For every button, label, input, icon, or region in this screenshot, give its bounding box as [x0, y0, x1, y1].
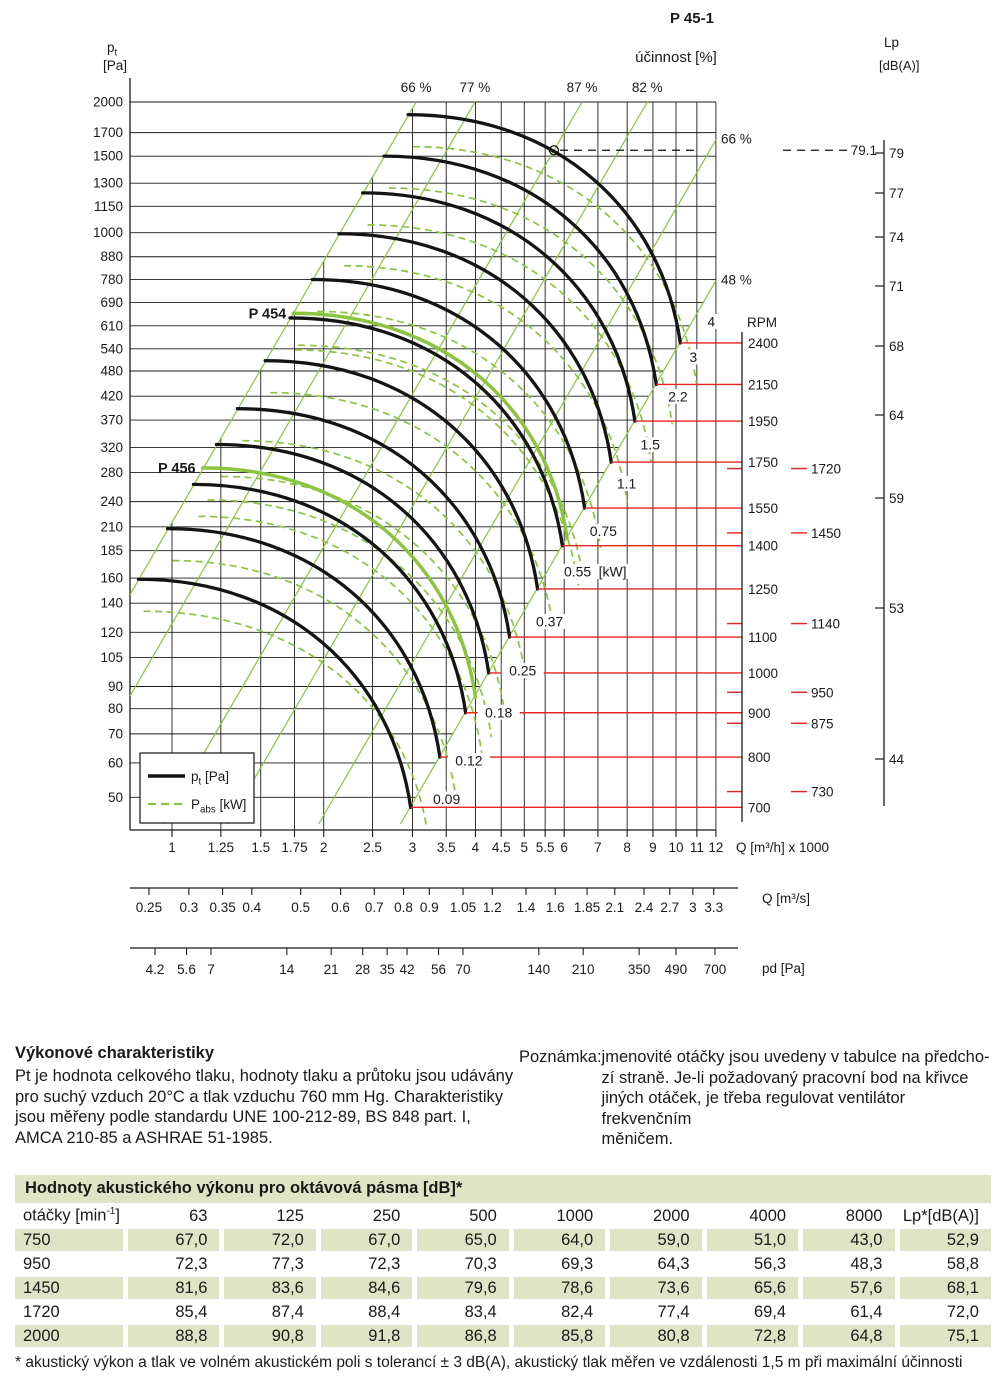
acoustic-col-header: 63 [128, 1205, 219, 1227]
acoustic-cell: 88,4 [321, 1301, 412, 1323]
rpm-tick-label: 1000 [748, 665, 779, 681]
acoustic-cell: 83,6 [224, 1277, 315, 1299]
kw-label: 0.12 [455, 752, 483, 769]
acoustic-cell: 85,4 [128, 1301, 219, 1323]
acoustic-col-header: 4000 [707, 1205, 798, 1227]
lp-tick-label: 79 [889, 146, 905, 161]
acoustic-cell: 57,6 [803, 1277, 894, 1299]
flow-m3h-label: 7 [594, 840, 602, 855]
flow-m3s-label: 0.7 [364, 900, 384, 915]
flow-m3h-label: 11 [689, 840, 704, 855]
pressure-tick-label: 1000 [92, 225, 123, 241]
acoustic-cell: 56,3 [707, 1253, 798, 1275]
table-footnote: * akustický výkon a tlak ve volném akustickém poli s tolerancí ± 3 dB(A), akustický tlak měřen ve vzdálenosti 1,5 m při maximální účinnosti [15, 1354, 963, 1371]
nominal-rpm-label: 950 [811, 685, 834, 701]
acoustic-row-1450 [15, 1277, 991, 1299]
acoustic-col-header: Lp*[dB(A)] [900, 1205, 992, 1227]
acoustic-cell: 64,3 [610, 1253, 701, 1275]
pd-label: 35 [379, 962, 395, 977]
acoustic-power-section [15, 1175, 991, 1349]
pressure-tick-label: 80 [107, 701, 123, 717]
flow-m3h-label: 1 [168, 840, 176, 855]
rpm-tick-label: 1950 [748, 414, 779, 430]
flow-m3h-label: 2.5 [363, 840, 382, 855]
pressure-tick-label: 1300 [92, 175, 123, 191]
acoustic-cell: 2000 [15, 1325, 123, 1347]
nominal-rpm-label: 1140 [811, 616, 841, 632]
pressure-tick-label: 70 [107, 726, 123, 742]
kw-label: 4 [707, 313, 716, 330]
flow-m3s-label: 0.9 [419, 900, 439, 915]
pressure-tick-label: 160 [100, 570, 123, 586]
flow-m3s-label: 2.4 [634, 900, 654, 915]
acoustic-cell: 48,3 [803, 1253, 894, 1275]
acoustic-row-1720 [15, 1301, 991, 1323]
duty-point-lp-value: 79.1 [850, 142, 877, 158]
flow-m3h-label: 5 [520, 840, 529, 855]
flow-m3s-label: 1.05 [449, 900, 477, 915]
flow-m3h-axis-title: Q [m³/h] x 1000 [736, 840, 830, 855]
flow-m3h-label: 1.5 [251, 840, 271, 855]
acoustic-cell: 86,8 [417, 1325, 508, 1347]
lp-tick-label: 59 [889, 491, 905, 506]
pd-axis-title: pd [Pa] [762, 961, 805, 976]
pressure-tick-label: 120 [100, 624, 123, 640]
pressure-tick-label: 420 [100, 388, 123, 404]
nominal-rpm-label: 1720 [811, 461, 842, 477]
remark-label: Poznámka: [519, 1048, 602, 1066]
flow-m3s-label: 2.7 [660, 900, 680, 915]
acoustic-cell: 90,8 [224, 1325, 315, 1347]
kw-label: 0.09 [433, 790, 461, 807]
acoustic-cell: 43,0 [803, 1229, 894, 1251]
lp-tick-label: 71 [889, 279, 905, 294]
acoustic-header-row [15, 1205, 991, 1227]
performance-notes [15, 1044, 519, 1148]
acoustic-cell: 69,4 [707, 1301, 798, 1323]
acoustic-cell: 51,0 [707, 1229, 798, 1251]
efficiency-axis-title: účinnost [%] [635, 49, 717, 66]
pressure-tick-label: 140 [100, 595, 123, 611]
flow-m3s-label: 1.4 [516, 900, 536, 915]
fan-curves [138, 115, 680, 808]
pd-label: 4.2 [145, 962, 165, 977]
flow-m3s-label: 3.3 [704, 900, 724, 915]
pressure-tick-label: 90 [107, 679, 123, 695]
flow-m3h-label: 8 [623, 840, 631, 855]
pd-label: 140 [527, 962, 551, 977]
kw-unit-label: [kW] [598, 563, 627, 580]
acoustic-cell: 87,4 [224, 1301, 315, 1323]
notes-body: Pt je hodnota celkového tlaku, hodnoty tlaku a průtoku jsou udávány pro suchý vzduch 20°C a tlak vzduchu 760 mm Hg. Charakteristiky jsou měřeny podle standardu UNE 100-212-89, BS 848 part. I, AMCA 210-85 a ASHRAE 51-1985. [15, 1067, 514, 1147]
lp-tick-label: 74 [889, 230, 905, 245]
kw-label: 0.75 [589, 523, 617, 540]
pressure-tick-label: 610 [100, 318, 123, 334]
acoustic-table-body [15, 1229, 991, 1347]
acoustic-cell: 64,0 [514, 1229, 605, 1251]
lp-axis [875, 35, 919, 806]
pd-label: 21 [323, 962, 339, 977]
acoustic-row-950 [15, 1253, 991, 1275]
remark-note [519, 1047, 997, 1150]
lp-axis-title: Lp [884, 35, 900, 50]
flow-m3s-label: 0.4 [242, 900, 262, 915]
acoustic-col-header: 500 [417, 1205, 508, 1227]
pressure-tick-label: 540 [100, 341, 123, 357]
pd-label: 700 [703, 962, 727, 977]
pressure-tick-label: 280 [100, 465, 123, 481]
kw-label: 1.5 [640, 436, 660, 453]
acoustic-cell: 85,8 [514, 1325, 605, 1347]
acoustic-cell: 88,8 [128, 1325, 219, 1347]
acoustic-cell: 80,8 [610, 1325, 701, 1347]
lp-tick-label: 68 [889, 339, 905, 354]
pd-label: 5.6 [177, 962, 196, 977]
flow-m3s-label: 0.25 [135, 900, 163, 915]
flow-m3s-label: 0.3 [179, 900, 199, 915]
notes-title: Výkonové charakteristiky [15, 1044, 215, 1062]
rpm-tick-label: 2150 [748, 377, 779, 393]
pressure-tick-label: 2000 [92, 94, 123, 110]
acoustic-cell: 52,9 [900, 1229, 992, 1251]
acoustic-cell: 65,6 [707, 1277, 798, 1299]
flow-m3h-label: 1.75 [281, 840, 308, 855]
acoustic-cell: 72,0 [900, 1301, 992, 1323]
acoustic-cell: 72,0 [224, 1229, 315, 1251]
acoustic-cell: 950 [15, 1253, 123, 1275]
kw-label: 0.25 [509, 662, 537, 679]
kw-label: 0.55 [563, 563, 592, 580]
pd-label: 7 [207, 962, 215, 977]
acoustic-cell: 68,1 [900, 1277, 992, 1299]
efficiency-label: 82 % [631, 80, 663, 95]
flow-m3s-label: 0.6 [331, 900, 350, 915]
rpm-tick-label: 1100 [748, 630, 778, 646]
flow-m3s-label: 0.5 [291, 900, 311, 915]
rpm-tick-label: 1750 [748, 455, 779, 471]
acoustic-col-header: 125 [224, 1205, 315, 1227]
acoustic-table-title: Hodnoty akustického výkonu pro oktávová pásma [dB]* [15, 1175, 991, 1203]
flow-m3h-label: 12 [708, 840, 724, 855]
acoustic-cell: 82,4 [514, 1301, 605, 1323]
rpm-tick-label: 2400 [748, 335, 779, 351]
efficiency-label: 48 % [721, 272, 752, 288]
efficiency-label: 87 % [566, 80, 598, 95]
flow-m3s-label: 1.2 [482, 900, 502, 915]
flow-m3h-label: 2 [319, 840, 328, 855]
pd-label: 56 [431, 962, 447, 977]
pressure-tick-label: 210 [100, 519, 123, 535]
flow-m3h-label: 5.5 [535, 840, 555, 855]
grid [93, 78, 716, 830]
acoustic-cell: 1450 [15, 1277, 123, 1299]
acoustic-cell: 84,6 [321, 1277, 412, 1299]
acoustic-cell: 750 [15, 1229, 123, 1251]
acoustic-cell: 67,0 [128, 1229, 219, 1251]
pressure-axis-unit: [Pa] [103, 58, 128, 73]
lp-tick-label: 77 [889, 186, 905, 201]
acoustic-cell: 79,6 [417, 1277, 508, 1299]
flow-m3h-label: 6 [560, 840, 568, 855]
pressure-tick-label: 370 [100, 412, 123, 428]
flow-m3h-label: 3 [408, 840, 417, 855]
flow-axes [130, 830, 829, 977]
flow-m3s-label: 0.35 [209, 900, 236, 915]
acoustic-cell: 70,3 [417, 1253, 508, 1275]
page-title: P 45-1 [670, 10, 714, 27]
pd-label: 210 [571, 962, 595, 977]
rpm-tick-label: 1400 [748, 538, 779, 554]
pd-label: 350 [627, 962, 651, 977]
acoustic-cell: 1720 [15, 1301, 123, 1323]
rpm-tick-label: 700 [748, 800, 771, 816]
flow-m3s-label: 2.1 [605, 900, 625, 915]
rpm-axis-title: RPM [747, 315, 777, 330]
acoustic-cell: 77,4 [610, 1301, 701, 1323]
kw-label: 0.18 [485, 704, 513, 721]
efficiency-label: 77 % [459, 80, 491, 95]
pd-label: 42 [399, 962, 415, 977]
kw-label: 2.2 [668, 388, 688, 405]
acoustic-col-header: 250 [321, 1205, 412, 1227]
acoustic-cell: 75,1 [900, 1325, 992, 1347]
acoustic-cell: 65,0 [417, 1229, 508, 1251]
flow-m3s-label: 3 [689, 900, 697, 915]
nominal-rpm-label: 730 [811, 784, 834, 800]
flow-m3h-label: 3.5 [436, 840, 456, 855]
pressure-tick-label: 1700 [92, 125, 123, 141]
flow-m3s-label: 1.85 [573, 900, 601, 915]
pressure-tick-label: 1150 [93, 198, 123, 214]
pressure-tick-label: 480 [100, 363, 123, 379]
acoustic-cell: 81,6 [128, 1277, 219, 1299]
nominal-rpm-label: 875 [811, 716, 834, 732]
kw-label: 1.1 [616, 475, 637, 492]
lp-tick-label: 44 [889, 752, 905, 767]
acoustic-row-2000 [15, 1325, 991, 1347]
acoustic-row-750 [15, 1229, 991, 1251]
rpm-tick-label: 800 [748, 750, 771, 766]
legend [140, 753, 254, 823]
power-curve-P456 [208, 500, 492, 737]
kw-label: 3 [689, 348, 698, 365]
acoustic-cell: 67,0 [321, 1229, 412, 1251]
acoustic-cell: 59,0 [610, 1229, 701, 1251]
pressure-tick-label: 780 [100, 271, 123, 287]
rpm-tick-label: 900 [748, 705, 771, 721]
chart-titles [103, 10, 717, 73]
flow-m3s-label: 1.6 [545, 900, 565, 915]
lp-axis-unit: [dB(A)] [879, 58, 920, 73]
model-curve-label: P 454 [248, 306, 287, 323]
efficiency-label: 66 % [400, 80, 432, 95]
pd-label: 490 [664, 962, 688, 977]
pressure-tick-label: 105 [100, 649, 123, 665]
model-curve-label: P 456 [157, 460, 196, 477]
kw-label: 0.37 [535, 613, 564, 630]
lp-tick-label: 53 [889, 601, 905, 616]
lp-tick-label: 64 [889, 408, 905, 423]
pressure-axis-title: $p_t$ [107, 40, 118, 59]
efficiency-label: 66 % [721, 131, 752, 147]
flow-m3h-label: 10 [668, 840, 684, 855]
acoustic-cell: 78,6 [514, 1277, 605, 1299]
pressure-tick-label: 1500 [92, 148, 123, 164]
flow-m3s-label: 0.8 [394, 900, 413, 915]
acoustic-cell: 64,8 [803, 1325, 894, 1347]
flow-m3h-label: 1.25 [207, 840, 234, 855]
acoustic-cell: 77,3 [224, 1253, 315, 1275]
legend-power-label: $P_{abs}$ [kW] [191, 797, 247, 816]
acoustic-col-header: 8000 [803, 1205, 894, 1227]
pressure-tick-label: 240 [100, 494, 123, 510]
pressure-tick-label: 60 [107, 755, 123, 771]
acoustic-col-header: 2000 [610, 1205, 701, 1227]
nominal-rpm-label: 1450 [811, 525, 842, 541]
rpm-tick-label: 1250 [748, 581, 779, 597]
power-curve-P454 [298, 345, 583, 578]
pd-label: 28 [355, 962, 371, 977]
pressure-tick-label: 320 [100, 439, 123, 455]
flow-m3h-label: 9 [649, 840, 657, 855]
flow-m3h-label: 4.5 [491, 840, 511, 855]
acoustic-power-table [10, 1203, 996, 1349]
acoustic-cell: 61,4 [803, 1301, 894, 1323]
pressure-tick-label: 690 [100, 295, 123, 311]
acoustic-col-header: otáčky $[\min^{-1}]$ [15, 1205, 123, 1227]
acoustic-cell: 83,4 [417, 1301, 508, 1323]
acoustic-table-header [15, 1205, 991, 1227]
remark-body: jmenovité otáčky jsou uvedeny v tabulce na předcho- zí straně. Je-li požadovaný pracovní bod na křivce jiných otáček, je třeba regulovat ventilátor frekvenčním měničem. [601, 1048, 990, 1148]
acoustic-cell: 72,3 [128, 1253, 219, 1275]
rpm-tick-label: 1550 [748, 501, 779, 517]
acoustic-cell: 73,6 [610, 1277, 701, 1299]
pd-label: 70 [455, 962, 471, 977]
pressure-tick-label: 880 [100, 249, 123, 265]
flow-m3h-label: 4 [471, 840, 480, 855]
legend-pressure-label: $p_t$ [Pa] [191, 769, 229, 788]
pd-label: 14 [279, 962, 295, 977]
acoustic-cell: 58,8 [900, 1253, 992, 1275]
acoustic-cell: 72,3 [321, 1253, 412, 1275]
acoustic-cell: 69,3 [514, 1253, 605, 1275]
pressure-tick-label: 50 [107, 789, 123, 805]
acoustic-cell: 91,8 [321, 1325, 412, 1347]
pressure-tick-label: 185 [100, 543, 123, 559]
acoustic-cell: 72,8 [707, 1325, 798, 1347]
flow-m3s-axis-title: Q [m³/s] [762, 891, 810, 906]
acoustic-col-header: 1000 [514, 1205, 605, 1227]
